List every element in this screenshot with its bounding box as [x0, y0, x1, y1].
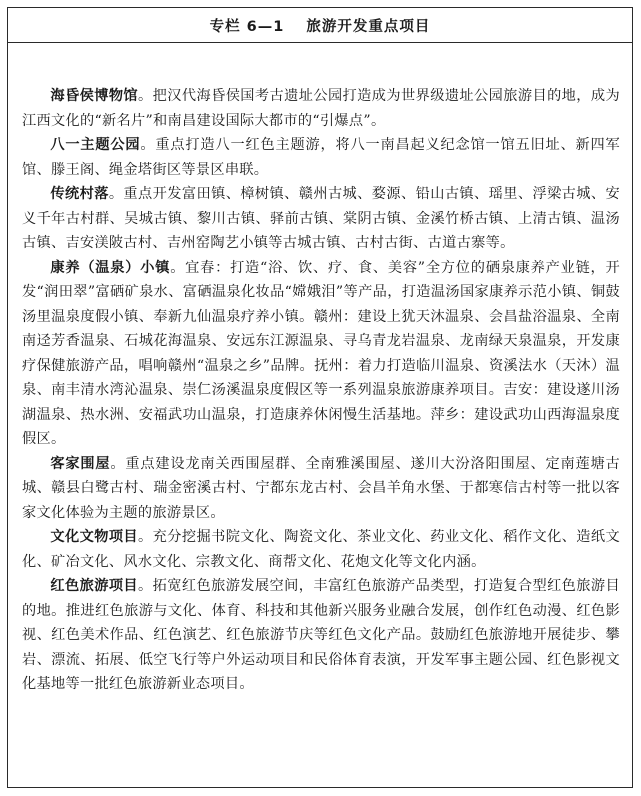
item-text: 。宜春：打造“浴、饮、疗、食、美容”全方位的硒泉康养产业链，开发“润田翠”富硒矿泉水、富硒温泉化妆品“嫦娥泪”等产品，打造温汤国家康养示范小镇、铜鼓汤里温泉度假小镇、奉新九仙温泉疗养小镇。赣州：建设上犹天沐温泉、会昌盐浴温泉、全南南迳芳香温泉、石城花海温泉、安远东江源温泉、寻乌青龙岩温泉、龙南绿天泉温泉，开发康疗保健旅游产品，唱响赣州“温泉之乡”品牌。抚州：着力打造临川温泉、资溪法水（天沐）温泉、南丰清水湾沁温泉、崇仁汤溪温泉度假区等一系列温泉旅游康养项目。吉安：建设遂川汤湖温泉、热水洲、安福武功山温泉，打造康养休闲慢生活基地。萍乡：建设武功山西海温泉度假区。 — [22, 259, 621, 447]
item-hot-spring-towns — [22, 256, 620, 452]
column-header — [8, 8, 632, 43]
item-lead: 康养（温泉）小镇 — [50, 259, 171, 276]
item-text: 。重点建设龙南关西围屋群、全南雅溪围屋、遂川大汾洛阳围屋、定南莲塘古城、赣县白鹭古村、瑞金密溪古村、宁都东龙古村、会昌羊角水堡、于都寒信古村等一批以客家文化体验为主题的旅游景区。 — [22, 455, 620, 521]
item-text: 。拓宽红色旅游发展空间，丰富红色旅游产品类型，打造复合型红色旅游目的地。推进红色旅游与文化、体育、科技和其他新兴服务业融合发展，创作红色动漫、红色影视、红色美术作品、红色演艺、红色旅游节庆等红色文化产品。鼓励红色旅游地开展徒步、攀岩、漂流、拓展、低空飞行等户外运动项目和民俗体育表演，开发军事主题公园、红色影视文化基地等一批红色旅游新业态项目。 — [22, 578, 620, 692]
project-column-box — [7, 7, 633, 788]
column-title: 旅游开发重点项目 — [306, 18, 431, 35]
item-lead: 传统村落 — [50, 186, 109, 202]
item-lead: 八一主题公园 — [50, 137, 141, 153]
item-lead: 文化文物项目 — [50, 529, 139, 545]
item-traditional-villages — [22, 182, 620, 256]
item-bayi-theme-park — [22, 133, 620, 182]
column-content — [22, 84, 620, 697]
item-text: 。充分挖掘书院文化、陶瓷文化、茶业文化、药业文化、稻作文化、造纸文化、矿冶文化、风水文化、宗教文化、商帮文化、花炮文化等文化内涵。 — [22, 529, 620, 570]
item-lead: 红色旅游项目 — [50, 578, 139, 594]
item-hakka-houses — [22, 452, 620, 526]
item-haihunhou-museum — [22, 84, 620, 133]
item-text: 。重点开发富田镇、樟树镇、赣州古城、婺源、铅山古镇、瑶里、浮梁古城、安义千年古村群、吴城古镇、黎川古镇、驿前古镇、棠阴古镇、金溪竹桥古镇、上清古镇、温汤古镇、吉安渼陂古村、吉州窑陶艺小镇等古城古镇、古村古街、古道古寨等。 — [22, 186, 620, 251]
item-text: 。把汉代海昏侯国考古遗址公园打造成为世界级遗址公园旅游目的地，成为江西文化的“新名片”和南昌建设国际大都市的“引爆点”。 — [22, 88, 620, 129]
item-cultural-relics — [22, 525, 620, 574]
item-red-tourism — [22, 574, 620, 697]
item-text: 。重点打造八一红色主题游，将八一南昌起义纪念馆一馆五旧址、新四军馆、滕王阁、绳金塔街区等景区串联。 — [22, 137, 620, 178]
item-lead: 客家围屋 — [50, 455, 111, 472]
item-lead: 海昏侯博物馆 — [50, 88, 139, 104]
column-number: 专栏 6—1 — [209, 18, 285, 35]
